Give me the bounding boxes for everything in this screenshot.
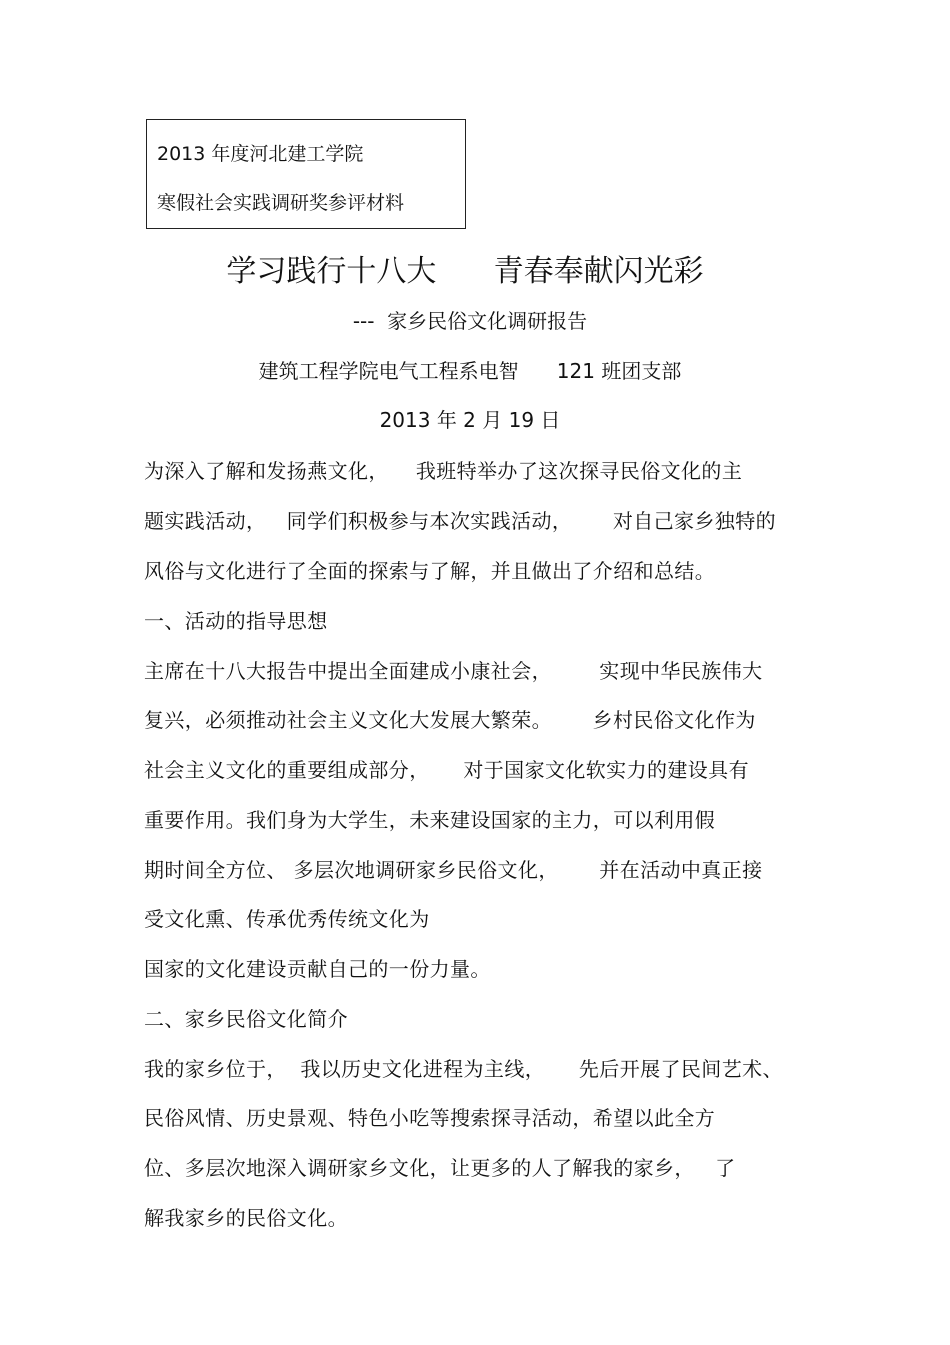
report-subtitle: --- 家乡民俗文化调研报告 bbox=[352, 309, 588, 333]
body-line: 复兴，必须推动社会主义文化大发展大繁荣。 乡村民俗文化作为 bbox=[144, 708, 756, 732]
body-line: 期时间全方位、 多层次地调研家乡民俗文化， 并在活动中真正接 bbox=[144, 858, 763, 882]
body-line: 重要作用。我们身为大学生，未来建设国家的主力，可以利用假 bbox=[144, 808, 716, 832]
award-box-line-2: 寒假社会实践调研奖参评材料 bbox=[157, 192, 405, 214]
award-submission-box bbox=[146, 119, 466, 229]
section-heading-1: 一、活动的指导思想 bbox=[144, 609, 328, 633]
body-line: 解我家乡的民俗文化。 bbox=[144, 1206, 348, 1230]
body-line: 题实践活动， 同学们积极参与本次实践活动， 对自己家乡独特的 bbox=[144, 509, 777, 533]
award-box-line-1: 2013 年度河北建工学院 bbox=[157, 143, 364, 165]
body-line: 位、多层次地深入调研家乡文化，让更多的人了解我的家乡， 了 bbox=[144, 1156, 736, 1180]
body-line: 风俗与文化进行了全面的探索与了解，并且做出了介绍和总结。 bbox=[144, 559, 716, 583]
body-line: 我的家乡位于， 我以历史文化进程为主线， 先后开展了民间艺术、 bbox=[144, 1057, 783, 1081]
section-heading-2: 二、家乡民俗文化简介 bbox=[144, 1007, 348, 1031]
body-line: 社会主义文化的重要组成部分， 对于国家文化软实力的建设具有 bbox=[144, 758, 749, 782]
report-organization: 建筑工程学院电气工程系电智 121 班团支部 bbox=[258, 359, 682, 383]
body-line: 为深入了解和发扬燕文化， 我班特举办了这次探寻民俗文化的主 bbox=[144, 459, 743, 483]
body-line: 主席在十八大报告中提出全面建成小康社会， 实现中华民族伟大 bbox=[144, 659, 763, 683]
body-line: 民俗风情、历史景观、特色小吃等搜索探寻活动，希望以此全方 bbox=[144, 1106, 716, 1130]
report-title: 学习践行十八大 青春奉献闪光彩 bbox=[226, 254, 704, 289]
body-line: 国家的文化建设贡献自己的一份力量。 bbox=[144, 957, 491, 981]
report-date: 2013 年 2 月 19 日 bbox=[379, 408, 561, 432]
body-line: 受文化熏、传承优秀传统文化为 bbox=[144, 907, 430, 931]
